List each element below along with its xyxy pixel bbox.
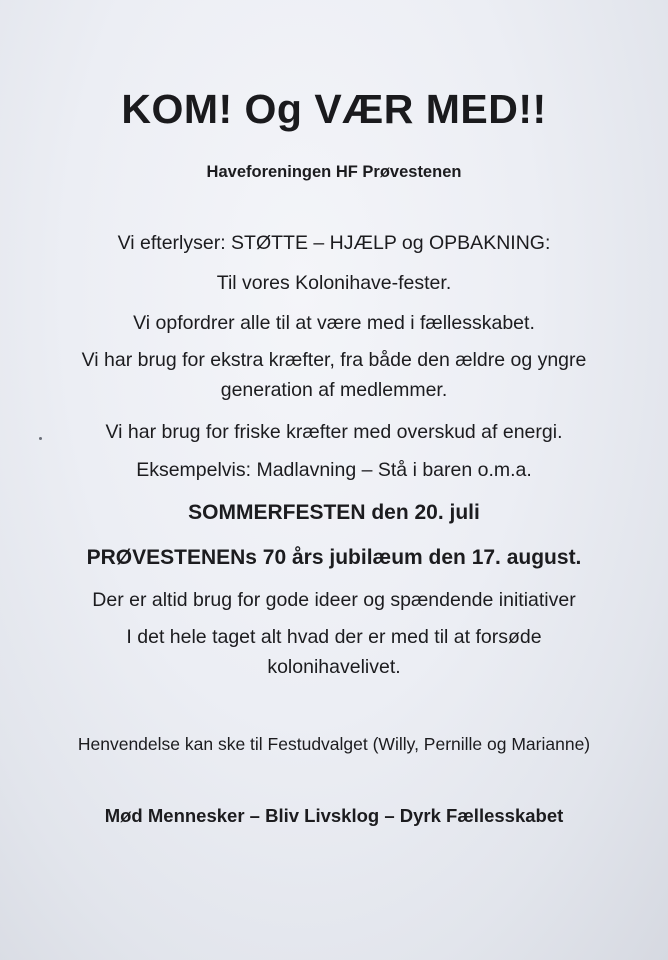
appeal-line: Vi efterlyser: STØTTE – HJÆLP og OPBAKNING: [117,232,551,254]
closing-line: I det hele taget alt hvad der er med til at forsøde [126,626,542,648]
flyer-headline: KOM! Og VÆR MED!! [121,86,547,132]
appeal-line: Vi opfordrer alle til at være med i fællesskabet. [133,312,535,334]
event-jubilaeum: PRØVESTENENs 70 års jubilæum den 17. august. [86,546,582,569]
closing-line: kolonihavelivet. [267,656,401,678]
contact-line: Henvendelse kan ske til Festudvalget (Willy, Pernille og Marianne) [77,734,591,754]
paper-speck [39,437,42,440]
appeal-line: Eksempelvis: Madlavning – Stå i baren o.m.a. [136,459,532,481]
closing-line: Der er altid brug for gode ideer og spændende initiativer [92,589,576,611]
appeal-line: Vi har brug for ekstra kræfter, fra både den ældre og yngre [81,349,587,371]
organization-name: Haveforeningen HF Prøvestenen [206,163,462,181]
appeal-line: Til vores Kolonihave-fester. [216,272,452,294]
event-sommerfest: SOMMERFESTEN den 20. juli [188,501,480,524]
appeal-line: generation af medlemmer. [220,379,448,401]
slogan: Mød Mennesker – Bliv Livsklog – Dyrk Fællesskabet [104,805,564,826]
appeal-line: Vi har brug for friske kræfter med overskud af energi. [105,421,563,443]
